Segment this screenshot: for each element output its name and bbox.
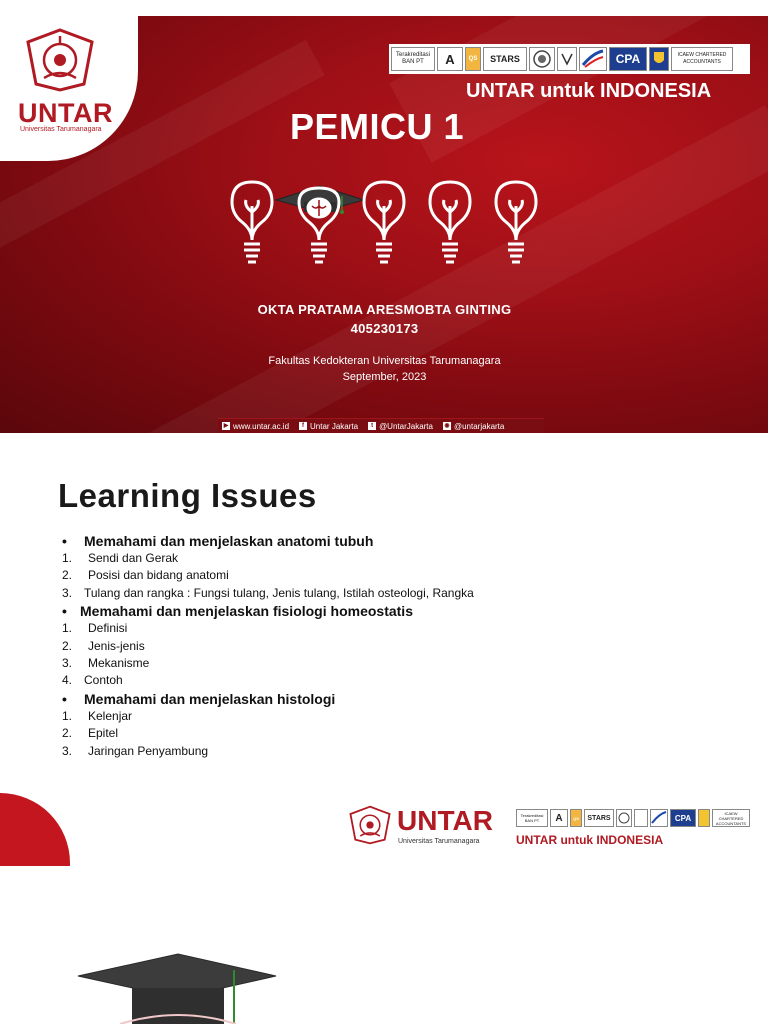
lightbulb-icon bbox=[364, 182, 404, 262]
accreditation-ban-pt: Terakreditasi BAN PT bbox=[391, 47, 435, 71]
tagline: UNTAR untuk INDONESIA bbox=[466, 80, 712, 102]
social-links-bar bbox=[218, 418, 544, 433]
website-link[interactable] bbox=[222, 422, 289, 431]
presentation-date: September, 2023 bbox=[342, 371, 427, 383]
instagram-label: @untarjakarta bbox=[453, 421, 505, 431]
accreditation-ban-pt: Terakreditasi BAN PT bbox=[516, 809, 548, 827]
lightbulb-icon bbox=[430, 182, 470, 262]
list-item: 4. Contoh bbox=[62, 673, 123, 688]
qs-badge: QS bbox=[570, 809, 582, 827]
untar-wordmark: UNTAR bbox=[18, 98, 113, 128]
title-slide bbox=[0, 16, 768, 433]
instagram-icon: ◉ bbox=[444, 423, 450, 429]
accreditation-strip bbox=[389, 44, 750, 74]
icaew-badge: ICAEW CHARTERED ACCOUNTANTS bbox=[712, 809, 750, 827]
list-item: 3. Mekanisme bbox=[62, 655, 150, 670]
bullet-icon: • bbox=[62, 603, 67, 620]
icaew-badge: ICAEW CHARTERED ACCOUNTANTS bbox=[671, 47, 733, 71]
partial-slide bbox=[0, 866, 768, 1024]
untar-emblem-icon bbox=[24, 28, 96, 97]
untar-emblem-icon bbox=[348, 805, 392, 850]
accreditation-strip bbox=[516, 807, 750, 829]
swoosh-badge-icon bbox=[650, 809, 668, 827]
twitter-icon: t bbox=[368, 422, 376, 430]
twitter-link[interactable] bbox=[368, 422, 433, 431]
list-item: 2. Posisi dan bidang anatomi bbox=[62, 568, 229, 583]
instagram-link[interactable] bbox=[443, 422, 504, 431]
list-item: 2. Jenis-jenis bbox=[62, 638, 145, 653]
seal-badge-icon bbox=[529, 47, 555, 71]
list-item: 3. Jaringan Penyambung bbox=[62, 743, 209, 758]
cpa-badge: CPA bbox=[670, 809, 696, 827]
lightbulb-icon bbox=[496, 182, 536, 262]
learning-issues-list bbox=[62, 533, 742, 761]
bullet-icon: • bbox=[62, 533, 67, 549]
section-heading: • Memahami dan menjelaskan fisiologi homeostatis bbox=[62, 603, 413, 620]
list-item: 1. Definisi bbox=[62, 621, 128, 636]
qs-stars-badge: STARS bbox=[483, 47, 527, 71]
facebook-icon: f bbox=[299, 422, 307, 430]
list-item: 2. Epitel bbox=[62, 726, 119, 741]
iso-badge-icon bbox=[634, 809, 648, 827]
seal-badge-icon bbox=[616, 809, 632, 827]
student-id: 405230173 bbox=[350, 321, 419, 336]
untar-wordmark: UNTAR bbox=[397, 805, 493, 836]
learning-issues-slide bbox=[0, 433, 768, 866]
list-item: 1. Sendi dan Gerak bbox=[62, 551, 179, 565]
slide-title: PEMICU 1 bbox=[290, 106, 465, 147]
lightbulb-row bbox=[224, 176, 554, 276]
list-item: 1. Kelenjar bbox=[62, 708, 133, 723]
cpa-badge: CPA bbox=[609, 47, 647, 71]
page-top-margin bbox=[0, 0, 768, 16]
accreditation-grade: A bbox=[437, 47, 463, 71]
section-heading: • Memahami dan menjelaskan histologi bbox=[62, 690, 336, 707]
facebook-label: Untar Jakarta bbox=[310, 421, 359, 431]
faculty-name: Fakultas Kedokteran Universitas Tarumanagara bbox=[268, 355, 501, 367]
qs-stars-badge: STARS bbox=[584, 809, 614, 827]
slide-title: Learning Issues bbox=[58, 477, 317, 514]
untar-subtitle: Universitas Tarumanagara bbox=[398, 838, 480, 845]
cursor-icon: ▶ bbox=[223, 423, 229, 429]
author-name: OKTA PRATAMA ARESMOBTA GINTING bbox=[257, 302, 512, 317]
list-item: 3. Tulang dan rangka : Fungsi tulang, Jenis tulang, Istilah osteologi, Rangka bbox=[62, 585, 474, 600]
accreditation-grade: A bbox=[550, 809, 568, 827]
crest-badge-icon bbox=[649, 47, 669, 71]
decorative-red-shape bbox=[0, 793, 70, 866]
untar-subtitle: Universitas Tarumanagara bbox=[20, 126, 102, 133]
website-label: www.untar.ac.id bbox=[233, 421, 290, 431]
qs-badge: QS bbox=[465, 47, 481, 71]
crest-badge-icon bbox=[698, 809, 710, 827]
lightbulb-icon bbox=[232, 182, 272, 262]
bullet-icon: • bbox=[62, 690, 67, 707]
iso-badge-icon bbox=[557, 47, 577, 71]
twitter-label: @UntarJakarta bbox=[379, 421, 433, 431]
section-heading: • Memahami dan menjelaskan anatomi tubuh bbox=[62, 533, 374, 549]
graduation-cap-icon bbox=[0, 866, 768, 1024]
facebook-link[interactable] bbox=[299, 422, 358, 431]
swoosh-badge-icon bbox=[579, 47, 607, 71]
tagline: UNTAR untuk INDONESIA bbox=[516, 833, 664, 847]
